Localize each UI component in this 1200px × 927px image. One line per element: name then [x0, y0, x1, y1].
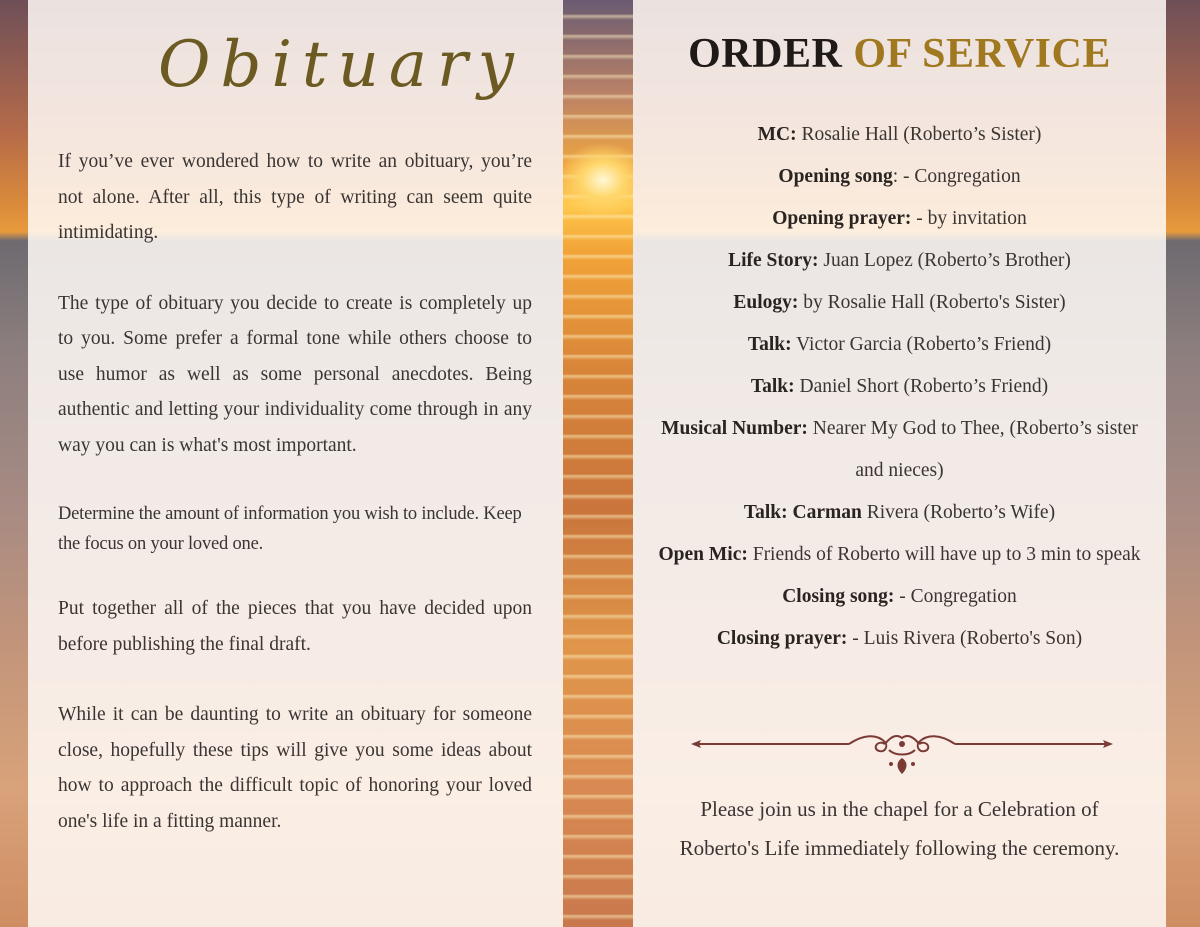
service-item-text: Victor Garcia (Roberto’s Friend): [791, 334, 1052, 355]
service-item-label: Opening prayer:: [772, 208, 912, 229]
obituary-title: Obituary: [158, 28, 524, 102]
service-item-label: Closing song:: [782, 586, 895, 607]
obituary-body: [58, 144, 532, 839]
service-item-label: Open Mic:: [658, 544, 748, 565]
service-item: [633, 282, 1166, 324]
service-item: [633, 408, 1166, 492]
service-item: [633, 198, 1166, 240]
service-item-label: Talk: Carman: [743, 502, 862, 523]
service-item: [633, 618, 1166, 660]
service-item-text: Juan Lopez (Roberto’s Brother): [818, 250, 1071, 271]
service-item: [633, 324, 1166, 366]
service-item-text: Rivera (Roberto’s Wife): [861, 502, 1056, 523]
service-item-text: Nearer My God to Thee, (Roberto’s sister and nieces): [807, 418, 1138, 481]
service-item-text: - by invitation: [911, 208, 1027, 229]
order-of-service-title: [633, 30, 1166, 78]
sunset-photo-strip: [563, 0, 633, 927]
service-item-text: Rosalie Hall (Roberto’s Sister): [796, 124, 1042, 145]
order-of-service-panel: [633, 0, 1166, 927]
flourish-divider-icon: [689, 726, 1115, 778]
service-item-text: - Luis Rivera (Roberto's Son): [847, 628, 1083, 649]
service-item-label: Musical Number:: [661, 418, 808, 439]
service-item-label: Life Story:: [728, 250, 819, 271]
closing-note: Please join us in the chapel for a Celebration of Roberto's Life immediately following the ceremony.: [679, 797, 1120, 860]
service-item-label: Opening song: [778, 166, 893, 187]
obituary-paragraph: If you’ve ever wondered how to write an obituary, you’re not alone. After all, this type of writing can seem quite intimidating.: [58, 151, 532, 243]
service-item-label: MC:: [757, 124, 797, 145]
service-item-text: Friends of Roberto will have up to 3 min to speak: [747, 544, 1141, 565]
service-list: [633, 114, 1166, 660]
service-item-label: Eulogy:: [733, 292, 799, 313]
title-part-dark: ORDER: [688, 31, 843, 77]
obituary-panel: [28, 0, 563, 927]
service-item: [633, 492, 1166, 534]
obituary-paragraph: Determine the amount of information you wish to include. Keep the focus on your loved one.: [58, 504, 522, 554]
service-item: [633, 366, 1166, 408]
service-item-label: Talk:: [747, 334, 792, 355]
obituary-paragraph: While it can be daunting to write an obituary for someone close, hopefully these tips will give you some ideas about how to approach the difficult topic of honoring your loved one's life in a fitting manner.: [58, 704, 532, 832]
service-item-text: - Congregation: [894, 586, 1017, 607]
obituary-paragraph: Put together all of the pieces that you have decided upon before publishing the final draft.: [58, 598, 532, 655]
service-item-text: by Rosalie Hall (Roberto's Sister): [798, 292, 1066, 313]
service-item: [633, 240, 1166, 282]
service-item: [633, 114, 1166, 156]
service-item: [633, 156, 1166, 198]
obituary-paragraph: The type of obituary you decide to create is completely up to you. Some prefer a formal tone while others choose to use humor as well as some personal anecdotes. Being authentic and letting your individuality come through in any way you can is what's most important.: [58, 292, 532, 456]
service-item-label: Closing prayer:: [716, 628, 848, 649]
service-item: [633, 534, 1166, 576]
service-item-text: : - Congregation: [892, 166, 1021, 187]
service-item-label: Talk:: [750, 376, 795, 397]
service-item-text: Daniel Short (Roberto’s Friend): [794, 376, 1049, 397]
service-item: [633, 576, 1166, 618]
title-part-gold: OF SERVICE: [853, 31, 1111, 77]
